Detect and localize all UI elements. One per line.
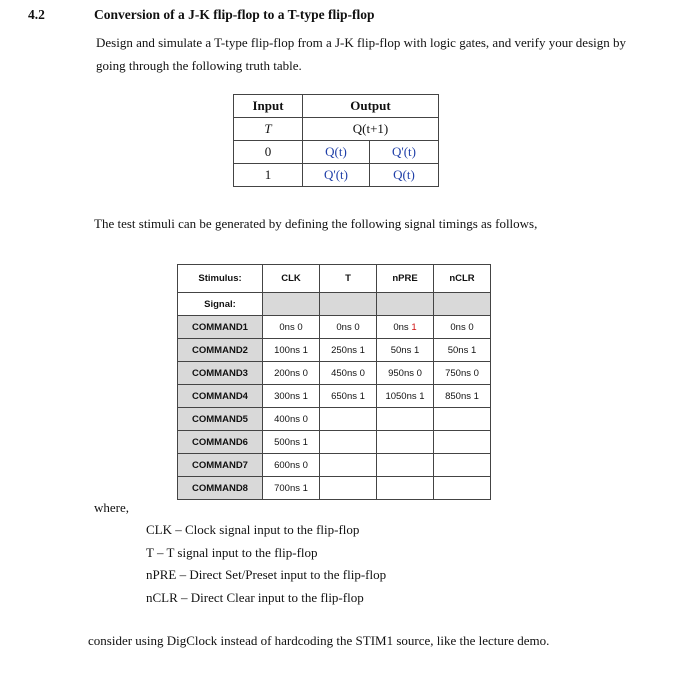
note-text: consider using DigClock instead of hardcoding the STIM1 source, like the lecture demo. [88,633,550,648]
definitions-list [146,519,386,609]
npre-cell [377,454,434,477]
command-name: COMMAND7 [178,454,263,477]
signal-cell [377,293,434,316]
signal-label: Signal: [178,293,263,316]
truth-output-a: Q'(t) [303,164,370,187]
clk-cell: 700ns 1 [263,477,320,500]
command-name: COMMAND6 [178,431,263,454]
output-header: Output [303,95,439,118]
npre-cell: 950ns 0 [377,362,434,385]
truth-table [233,94,439,187]
nclr-cell [434,477,491,500]
t-cell: 650ns 1 [320,385,377,408]
signal-cell [320,293,377,316]
col-clk: CLK [263,265,320,293]
stimuli-intro: The test stimuli can be generated by defining the following signal timings as follows, [94,216,538,231]
table-row [178,339,491,362]
truth-row [234,141,439,164]
truth-input: 1 [234,164,303,187]
truth-output-b: Q'(t) [370,141,439,164]
clk-cell: 100ns 1 [263,339,320,362]
definition-item: CLK – Clock signal input to the flip-flop [146,522,360,537]
truth-output-b: Q(t) [370,164,439,187]
nclr-cell [434,454,491,477]
intro-paragraph: Design and simulate a T-type flip-flop from a J-K flip-flop with logic gates, and verify your design by going through the following truth table. [96,35,626,73]
npre-cell [377,431,434,454]
nclr-cell [434,408,491,431]
command-name: COMMAND1 [178,316,263,339]
clk-cell: 0ns 0 [263,316,320,339]
table-row [178,431,491,454]
npre-cell [377,316,434,339]
truth-row [234,164,439,187]
t-cell [320,454,377,477]
command-name: COMMAND2 [178,339,263,362]
npre-cell [377,477,434,500]
t-cell [320,477,377,500]
t-cell [320,408,377,431]
npre-cell [377,408,434,431]
clk-cell: 500ns 1 [263,431,320,454]
npre-cell: 50ns 1 [377,339,434,362]
definition-item: nCLR – Direct Clear input to the flip-flop [146,589,364,605]
col-t: T [320,265,377,293]
definition-item: T – T signal input to the flip-flop [146,544,318,560]
truth-output-a: Q(t) [303,141,370,164]
signal-cell [434,293,491,316]
definition-item: nPRE – Direct Set/Preset input to the flip-flop [146,567,387,582]
nclr-cell: 850ns 1 [434,385,491,408]
command-name: COMMAND3 [178,362,263,385]
t-cell: 450ns 0 [320,362,377,385]
table-row [178,454,491,477]
input-var: T [234,118,303,141]
npre-time: 0ns [393,321,409,333]
section-number: 4.2 [28,7,45,22]
t-cell: 250ns 1 [320,339,377,362]
t-cell [320,431,377,454]
nclr-cell: 0ns 0 [434,316,491,339]
table-row [178,477,491,500]
signal-cell [263,293,320,316]
npre-cell: 1050ns 1 [377,385,434,408]
where-label: where, [94,500,130,515]
command-name: COMMAND8 [178,477,263,500]
table-row [178,408,491,431]
nclr-cell: 750ns 0 [434,362,491,385]
t-cell: 0ns 0 [320,316,377,339]
stimulus-label: Stimulus: [178,265,263,293]
col-npre: nPRE [377,265,434,293]
input-header: Input [234,95,303,118]
truth-input: 0 [234,141,303,164]
output-var: Q(t+1) [303,118,439,141]
nclr-cell [434,431,491,454]
table-row [178,385,491,408]
table-row [178,362,491,385]
section-title: Conversion of a J-K flip-flop to a T-type flip-flop [94,7,375,22]
stimulus-table [177,264,491,500]
clk-cell: 200ns 0 [263,362,320,385]
clk-cell: 600ns 0 [263,454,320,477]
col-nclr: nCLR [434,265,491,293]
clk-cell: 400ns 0 [263,408,320,431]
table-row [178,316,491,339]
nclr-cell: 50ns 1 [434,339,491,362]
command-name: COMMAND5 [178,408,263,431]
npre-value: 1 [411,321,417,333]
command-name: COMMAND4 [178,385,263,408]
clk-cell: 300ns 1 [263,385,320,408]
